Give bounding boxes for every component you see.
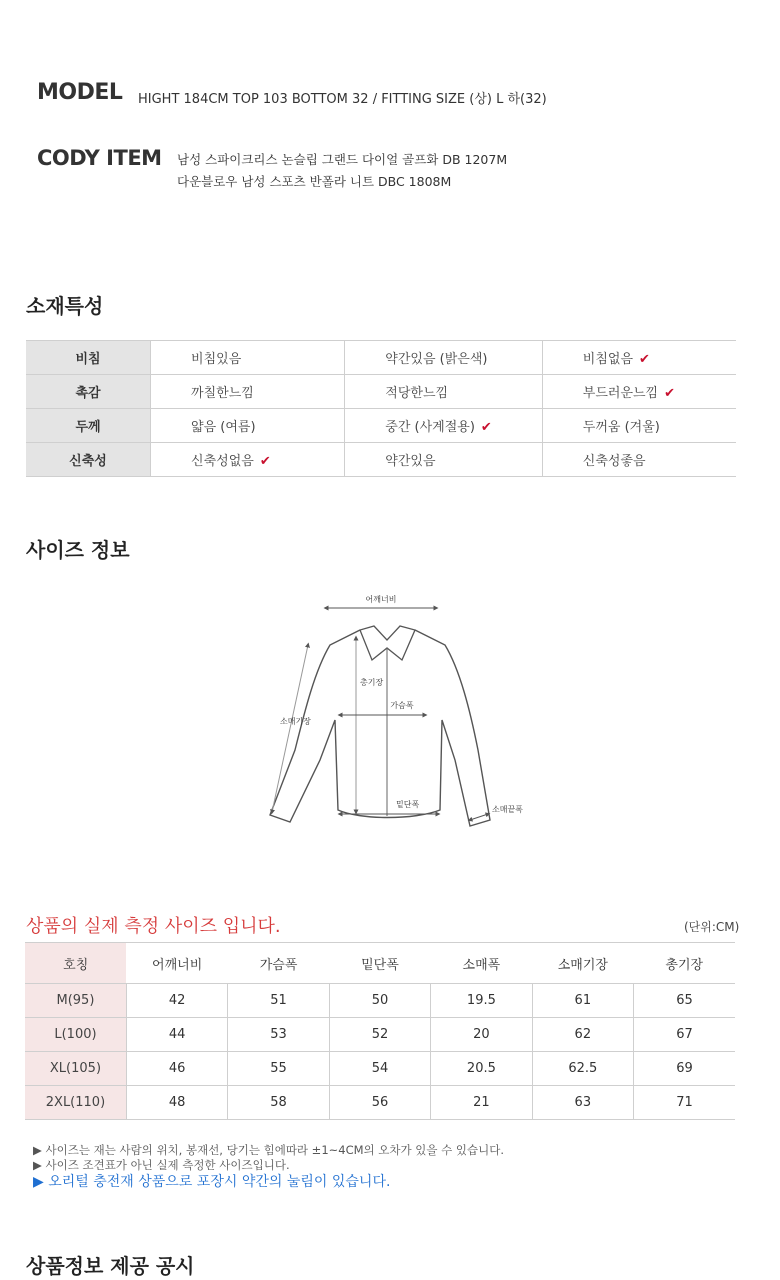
table-cell: 48 [126, 1086, 227, 1120]
shoulder-label: 어깨너비 [365, 595, 397, 604]
check-icon: ✔ [639, 352, 650, 367]
material-row-label: 신축성 [26, 443, 151, 477]
table-cell: 71 [634, 1086, 735, 1120]
table-row [25, 1052, 735, 1086]
cuff-label: 소매끝폭 [492, 805, 523, 814]
size-table-heading: 상품의 실제 측정 사이즈 입니다. [26, 916, 281, 937]
table-cell: 20 [431, 1018, 532, 1052]
table-row [25, 984, 735, 1018]
material-option: 까칠한느낌 [151, 375, 345, 409]
material-option: 얇음 (여름) [151, 409, 345, 443]
table-cell: 58 [228, 1086, 329, 1120]
material-row-label: 두께 [26, 409, 151, 443]
column-header: 소매폭 [431, 943, 532, 984]
material-section-title: 소재특성 [26, 294, 104, 318]
jacket-measurement-diagram [260, 590, 540, 840]
product-info-title: 상품정보 제공 공시 [26, 1254, 195, 1278]
total-length-label: 총기장 [360, 678, 384, 687]
size-unit: (단위:CM) [684, 920, 740, 934]
material-row-label: 비침 [26, 341, 151, 375]
material-option: 부드러운느낌 ✔ [542, 375, 736, 409]
table-cell: 55 [228, 1052, 329, 1086]
material-option: 신축성없음 ✔ [151, 443, 345, 477]
table-cell: 62 [532, 1018, 633, 1052]
table-cell: 62.5 [532, 1052, 633, 1086]
jacket-outline [270, 630, 490, 826]
check-icon: ✔ [480, 420, 492, 435]
material-option: 비침없음 ✔ [542, 341, 736, 375]
size-cell: M(95) [25, 984, 126, 1018]
table-cell: 42 [126, 984, 227, 1018]
table-cell: 65 [634, 984, 735, 1018]
table-cell: 67 [634, 1018, 735, 1052]
table-cell: 53 [228, 1018, 329, 1052]
material-option: 중간 (사계절용) ✔ [345, 409, 543, 443]
material-option: 적당한느낌 [345, 375, 543, 409]
cuff-arrow [470, 814, 488, 820]
column-header: 어깨너비 [126, 943, 227, 984]
column-header: 호칭 [25, 943, 126, 984]
chest-label: 가슴폭 [390, 701, 414, 710]
table-cell: 56 [329, 1086, 430, 1120]
material-row [26, 409, 736, 443]
material-table [26, 340, 736, 477]
table-cell: 63 [532, 1086, 633, 1120]
size-cell: L(100) [25, 1018, 126, 1052]
column-header: 총기장 [634, 943, 735, 984]
table-cell: 51 [228, 984, 329, 1018]
check-icon: ✔ [664, 386, 676, 401]
material-option: 비침있음 [151, 341, 345, 375]
table-cell: 54 [329, 1052, 430, 1086]
column-header: 가슴폭 [228, 943, 329, 984]
material-option: 신축성좋음 [542, 443, 736, 477]
table-row [25, 1018, 735, 1052]
down-filling-note: ▶ 오리털 충전재 상품으로 포장시 약간의 눌림이 있습니다. [33, 1174, 391, 1190]
size-cell: 2XL(110) [25, 1086, 126, 1120]
cody-item-label: CODY ITEM [37, 146, 162, 170]
column-header: 소매기장 [532, 943, 633, 984]
material-row [26, 375, 736, 409]
size-cell: XL(105) [25, 1052, 126, 1086]
table-cell: 19.5 [431, 984, 532, 1018]
model-label: MODEL [37, 80, 123, 105]
table-cell: 44 [126, 1018, 227, 1052]
table-cell: 69 [634, 1052, 735, 1086]
material-option: 약간있음 (밝은색) [345, 341, 543, 375]
material-row-label: 촉감 [26, 375, 151, 409]
cody-item-line: 다운블로우 남성 스포츠 반폴라 니트 DBC 1808M [177, 174, 452, 189]
table-cell: 50 [329, 984, 430, 1018]
size-table-header [25, 943, 735, 984]
sleeve-length-label: 소매기장 [280, 717, 311, 726]
size-table [25, 942, 735, 1120]
size-note: ▶ 사이즈 조견표가 아닌 실제 측정한 사이즈입니다. [33, 1158, 290, 1172]
table-row [25, 1086, 735, 1120]
material-row [26, 443, 736, 477]
check-icon: ✔ [259, 454, 271, 469]
sleeve-length-arrow [272, 645, 308, 812]
table-cell: 21 [431, 1086, 532, 1120]
material-option: 두꺼움 (겨울) [542, 409, 736, 443]
table-cell: 52 [329, 1018, 430, 1052]
table-cell: 20.5 [431, 1052, 532, 1086]
hem-label: 밑단폭 [396, 800, 420, 809]
material-option: 약간있음 [345, 443, 543, 477]
column-header: 밑단폭 [329, 943, 430, 984]
cody-item-line: 남성 스파이크리스 논슬립 그랜드 다이얼 골프화 DB 1207M [177, 152, 508, 167]
table-cell: 46 [126, 1052, 227, 1086]
table-cell: 61 [532, 984, 633, 1018]
size-info-section-title: 사이즈 정보 [26, 538, 130, 562]
material-row [26, 341, 736, 375]
size-note: ▶ 사이즈는 재는 사람의 위치, 봉재선, 당기는 힘에따라 ±1~4CM의 오차가 있을 수 있습니다. [33, 1143, 505, 1157]
model-value: HIGHT 184CM TOP 103 BOTTOM 32 / FITTING SIZE (상) L 하(32) [138, 92, 547, 107]
